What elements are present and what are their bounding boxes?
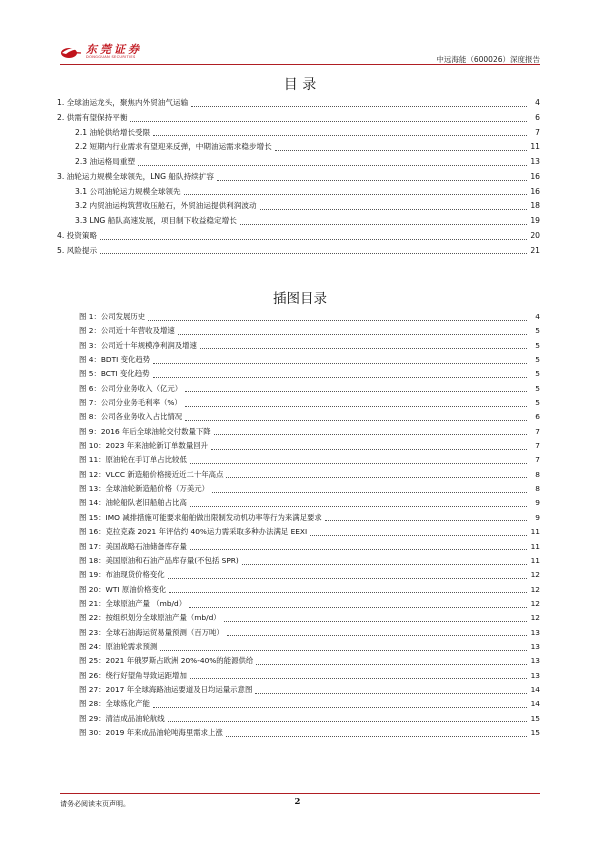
- figure-entry-page: 9: [535, 512, 540, 522]
- toc-entry-label: 3.3 LNG 船队高速发展，项目制下收益稳定增长: [75, 216, 237, 225]
- dot-leader: [211, 449, 527, 450]
- toc-entry[interactable]: [57, 140, 540, 155]
- dot-leader: [256, 664, 527, 665]
- figure-entry-page: 12: [530, 598, 540, 608]
- figure-entry[interactable]: [57, 439, 540, 453]
- figure-entry-label: 图 27：2017 年全球海路油运要道及日均运量示意图: [79, 684, 253, 694]
- figure-entry-label: 图 20：WTI 原油价格变化: [79, 584, 167, 594]
- figure-entry-page: 5: [535, 340, 540, 350]
- figure-entry[interactable]: [57, 654, 540, 668]
- figure-entry[interactable]: [57, 482, 540, 496]
- dot-leader: [130, 121, 527, 122]
- dot-leader: [325, 520, 527, 521]
- header-rule: [60, 64, 540, 65]
- figure-entry-page: 5: [535, 355, 540, 365]
- dot-leader: [148, 320, 527, 321]
- figure-entry[interactable]: [57, 324, 540, 338]
- figure-entry-label: 图 14：油轮船队老旧船舶占比高: [79, 498, 187, 508]
- figure-entry-label: 图 29：清洁成品油轮航线: [79, 713, 165, 723]
- disclaimer-note: 请务必阅读末页声明。: [60, 800, 130, 808]
- dot-leader: [200, 348, 527, 349]
- figure-entry-page: 12: [530, 613, 540, 623]
- figure-entry-label: 图 26：绕行好望角导致运距增加: [79, 670, 187, 680]
- figure-entry-page: 11: [530, 541, 540, 551]
- toc-entry[interactable]: [57, 244, 540, 259]
- dot-leader: [168, 721, 527, 722]
- toc-entry[interactable]: [57, 229, 540, 244]
- figure-entry[interactable]: [57, 554, 540, 568]
- toc-entry-label: 2.2 短期内行业需求有望迎来反弹，中期油运需求稳步增长: [75, 142, 272, 152]
- toc-entry[interactable]: [57, 155, 540, 170]
- dot-leader: [310, 535, 527, 536]
- figure-entry-label: 图 12：VLCC 新造船价格接近近二十年高点: [79, 469, 224, 479]
- figure-entry-label: 图 2：公司近十年营收及增速: [79, 326, 175, 336]
- toc-entry-label: 3.2 内贸油运构筑营收压舱石，外贸油运提供利润波动: [75, 201, 257, 211]
- figure-entry[interactable]: [57, 468, 540, 482]
- figure-entry[interactable]: [57, 697, 540, 711]
- toc-entry[interactable]: [57, 214, 540, 229]
- toc-entry[interactable]: [57, 170, 540, 185]
- figure-entry-page: 9: [535, 498, 540, 508]
- figure-entry[interactable]: [57, 396, 540, 410]
- toc-entry[interactable]: [57, 199, 540, 214]
- toc-entry[interactable]: [57, 126, 540, 141]
- dot-leader: [190, 463, 527, 464]
- figure-entry-label: 图 11：原油轮在手订单占比较低: [79, 455, 187, 465]
- figure-entry-page: 14: [530, 684, 540, 694]
- toc-entry[interactable]: [57, 185, 540, 200]
- figure-entry-label: 图 25：2021 年俄罗斯占欧洲 20%-40%的能源供给: [79, 656, 254, 666]
- figure-entry[interactable]: [57, 568, 540, 582]
- figure-entry-label: 图 7：公司分业务毛利率（%）: [79, 398, 182, 408]
- figure-entry-label: 图 6：公司分业务收入（亿元）: [79, 383, 183, 393]
- figure-entry[interactable]: [57, 310, 540, 324]
- dot-leader: [153, 363, 527, 364]
- figure-entry-label: 图 15：IMO 减排措施可能要求船舶做出限制发动机功率等行为来满足要求: [79, 512, 322, 522]
- dot-leader: [189, 607, 527, 608]
- figure-entry-label: 图 10：2023 年来油轮新订单数量回升: [79, 441, 208, 451]
- dot-leader: [100, 239, 527, 240]
- dot-leader: [153, 377, 527, 378]
- dot-leader: [255, 693, 527, 694]
- figure-entry-page: 7: [535, 426, 540, 436]
- figure-entry-label: 图 13：全球油轮新造船价格（万美元）: [79, 484, 210, 494]
- dot-leader: [242, 564, 527, 565]
- figure-entry-label: 图 22：按组织划分全球原油产量（mb/d）: [79, 613, 221, 623]
- figure-entry-page: 4: [535, 312, 540, 321]
- figure-entry-label: 图 8：公司各业务收入占比情况: [79, 412, 183, 422]
- figure-entry[interactable]: [57, 626, 540, 640]
- dot-leader: [217, 180, 527, 181]
- figure-entry-label: 图 23：全球石油海运贸易量预测（百万吨）: [79, 627, 224, 637]
- dot-leader: [184, 194, 527, 195]
- figure-entry[interactable]: [57, 339, 540, 353]
- figure-entry-page: 5: [535, 369, 540, 379]
- figure-entry[interactable]: [57, 611, 540, 625]
- figure-entry-page: 15: [530, 713, 540, 723]
- dot-leader: [185, 406, 527, 407]
- toc-title: 目 录: [283, 77, 317, 93]
- logo-swoosh-icon: [60, 44, 82, 60]
- figure-entry-label: 图 28：全球炼化产能: [79, 699, 150, 709]
- toc-entry-page: 19: [530, 216, 540, 225]
- figure-entry-page: 7: [535, 455, 540, 465]
- dot-leader: [212, 492, 527, 493]
- report-title: 中远海能（600026）深度报告: [436, 55, 540, 64]
- dot-leader: [153, 135, 527, 136]
- figure-entry[interactable]: [57, 583, 540, 597]
- toc-entry-page: 21: [530, 245, 540, 255]
- figure-entry[interactable]: [57, 525, 540, 539]
- figure-entry-page: 12: [530, 584, 540, 594]
- figure-entry-label: 图 30：2019 年来成品油轮吨海里需求上涨: [79, 727, 223, 737]
- dot-leader: [153, 707, 527, 708]
- dot-leader: [168, 578, 527, 579]
- figure-entry[interactable]: [57, 410, 540, 424]
- dot-leader: [191, 106, 527, 107]
- toc-entry-label: 2. 供需有望保持平衡: [57, 112, 128, 122]
- figure-entry[interactable]: [57, 669, 540, 683]
- figure-entry[interactable]: [57, 453, 540, 467]
- logo-english-name: DONGGUAN SECURITIES: [86, 55, 136, 60]
- toc-entry-label: 2.1 油轮供给增长受限: [75, 127, 151, 137]
- figure-entry-page: 13: [530, 656, 540, 666]
- figure-entry-page: 8: [535, 469, 540, 479]
- dot-leader: [226, 477, 527, 478]
- toc-entry-page: 6: [535, 112, 540, 122]
- dot-leader: [190, 549, 527, 550]
- toc-entry-label: 4. 投资策略: [57, 230, 98, 240]
- figure-entry[interactable]: [57, 683, 540, 697]
- figure-entry-page: 5: [535, 326, 540, 336]
- figure-entry-label: 图 3：公司近十年规模净利润及增速: [79, 340, 197, 350]
- figures-list: [57, 310, 540, 740]
- figure-entry-label: 图 18：美国原油和石油产品库存量(不包括 SPR): [79, 555, 239, 565]
- page-number: 2: [294, 797, 301, 807]
- toc-entry-label: 3. 油轮运力规模全球领先，LNG 船队持续扩容: [57, 171, 214, 181]
- toc-entry-page: 11: [530, 142, 540, 152]
- figure-entry[interactable]: [57, 496, 540, 510]
- figure-entry-label: 图 5：BCTI 变化趋势: [79, 369, 150, 379]
- figure-entry-page: 5: [535, 398, 540, 408]
- dot-leader: [227, 635, 527, 636]
- dot-leader: [185, 391, 527, 392]
- toc-entry-page: 7: [535, 127, 540, 137]
- dot-leader: [226, 736, 527, 737]
- figure-entry-label: 图 24：原油轮需求预测: [79, 641, 158, 651]
- dot-leader: [100, 253, 527, 254]
- toc-entry-page: 16: [530, 171, 540, 181]
- dot-leader: [190, 678, 527, 679]
- dot-leader: [240, 224, 527, 225]
- figure-entry-label: 图 9：2016 年后全球油轮交付数量下降: [79, 426, 211, 436]
- dot-leader: [160, 650, 527, 651]
- dot-leader: [190, 506, 527, 507]
- figure-entry-page: 14: [530, 699, 540, 709]
- toc-entry-label: 2.3 油运格局重塑: [75, 157, 136, 166]
- figure-entry-page: 11: [530, 555, 540, 565]
- dot-leader: [138, 165, 527, 166]
- figure-entry-page: 15: [530, 727, 540, 737]
- footer-rule: [60, 793, 540, 794]
- figure-entry[interactable]: [57, 640, 540, 654]
- figure-entry-page: 11: [530, 527, 540, 537]
- figure-entry-label: 图 4：BDTI 变化趋势: [79, 355, 151, 365]
- figure-entry[interactable]: [57, 726, 540, 740]
- figure-entry[interactable]: [57, 540, 540, 554]
- figure-entry-page: 7: [535, 441, 540, 451]
- figure-entry-page: 13: [530, 670, 540, 680]
- toc-entry-label: 3.1 公司油轮运力规模全球领先: [75, 186, 181, 196]
- figure-entry-page: 13: [530, 641, 540, 651]
- figure-entry[interactable]: [57, 382, 540, 396]
- figure-entry-page: 13: [530, 627, 540, 637]
- dot-leader: [169, 592, 527, 593]
- figure-entry[interactable]: [57, 511, 540, 525]
- figure-entry-page: 5: [535, 383, 540, 393]
- figure-entry-page: 12: [530, 570, 540, 580]
- figure-entry-label: 图 1：公司发展历史: [79, 312, 146, 321]
- figure-entry-label: 图 16：克拉克森 2021 年评估约 40%运力需采取多种办法满足 EEXI: [79, 527, 308, 537]
- toc-entry-label: 5. 风险提示: [57, 245, 98, 255]
- figure-entry[interactable]: [57, 367, 540, 381]
- dot-leader: [275, 150, 527, 151]
- figure-entry-label: 图 17：美国战略石油储备库存量: [79, 541, 187, 551]
- toc-entry-page: 18: [530, 201, 540, 211]
- table-of-contents: [57, 96, 540, 258]
- figure-entry-page: 8: [535, 484, 540, 494]
- figure-entry-label: 图 19：布油现货价格变化: [79, 570, 165, 580]
- company-logo: [60, 41, 142, 63]
- dot-leader: [185, 420, 527, 421]
- figure-entry[interactable]: [57, 597, 540, 611]
- toc-entry-label: 1. 全球油运龙头，聚焦内外贸油气运输: [57, 98, 189, 107]
- toc-entry-page: 4: [535, 98, 540, 107]
- toc-entry[interactable]: [57, 111, 540, 126]
- dot-leader: [178, 334, 527, 335]
- logo-chinese-name: 东莞证券: [86, 43, 142, 57]
- figure-entry[interactable]: [57, 425, 540, 439]
- dot-leader: [260, 209, 527, 210]
- toc-entry-page: 13: [530, 157, 540, 166]
- figure-entry[interactable]: [57, 353, 540, 367]
- figure-entry-page: 6: [535, 412, 540, 422]
- toc-entry-page: 20: [530, 230, 540, 240]
- figures-title: 插图目录: [273, 291, 327, 307]
- toc-entry-page: 16: [530, 186, 540, 196]
- figure-entry[interactable]: [57, 712, 540, 726]
- page-header: [60, 41, 540, 65]
- toc-entry[interactable]: [57, 96, 540, 111]
- dot-leader: [224, 621, 527, 622]
- dot-leader: [214, 434, 527, 435]
- figure-entry-label: 图 21：全球原油产量 （mb/d）: [79, 598, 187, 608]
